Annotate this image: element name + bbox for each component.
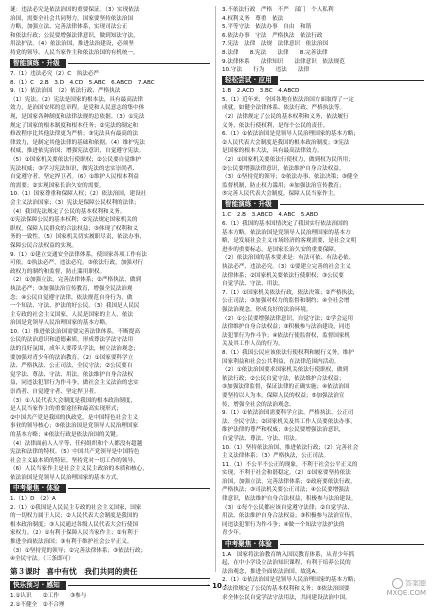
text-line: 1.C 2.B 3.ABCD 4.ABC 5.ABD bbox=[222, 212, 319, 219]
text-line: 觉学法、尊法、守法、用法，依法维护自身合法权 bbox=[10, 371, 134, 378]
text-line: 公民的法治意识和道德素质，形成尊法学法守法用 bbox=[10, 337, 134, 344]
text-line: （2）依法治国的基本要求是：有法可依、有法必依、 bbox=[222, 255, 355, 262]
text-line: 1.（1）D （2）A bbox=[10, 496, 56, 503]
text-line: 可依。②执法必严，违法必究。③依法行政，加强对行 bbox=[10, 260, 144, 267]
lesson-heading bbox=[10, 566, 210, 579]
text-line: 11.（1）不公平不公正的现象，不利于社会公平正义的 bbox=[222, 461, 358, 468]
text-line: ⑤完善人民代表大会制度，保障人民当家作主。 bbox=[222, 191, 339, 198]
text-line: 权威，推进依宪治国；增强宪法意识，自觉遵守宪法。 bbox=[10, 148, 145, 155]
right-section1-body bbox=[222, 87, 424, 198]
text-line: 关及其工作人员的行为。 bbox=[222, 341, 284, 348]
text-line: 3.不依法行政 严格 不严 部门 个人私利 bbox=[222, 7, 334, 13]
text-line: 是国家的根本大法，具有最高法律效力。 bbox=[222, 148, 323, 155]
text-line: （3）①坚持党的领导；②依法办事、依法决策；③健全 bbox=[222, 174, 359, 181]
text-line: 公正司法；③加强对权力的监督和制约；④全社会增 bbox=[222, 298, 350, 305]
text-line: 9.法律体系 法律知识 法律意识 依法规范 bbox=[222, 58, 345, 65]
text-line: 法的良好氛围，成年人要带头学法，树立法治观念； bbox=[10, 346, 139, 353]
text-line: （2）法律规定了公民的基本权利和义务，依法履行 bbox=[222, 114, 349, 121]
text-line: 主专政的社会主义国家，人民是国家的主人，依法 bbox=[10, 311, 134, 318]
text-line: 强法治观念，形成良好的法治环境。 bbox=[222, 307, 312, 313]
left-section1-body bbox=[10, 96, 210, 250]
text-line: 法、严格执法、公正司法、全民守法；②公民要自 bbox=[10, 363, 133, 370]
text-line: ①宪法保障公民的基本权利；②宪法规定国家机关的 bbox=[10, 217, 138, 224]
text-line: （2）①加强立法，完善法律体系；②严格执法，做到 bbox=[10, 277, 142, 284]
text-line: 要坚持以人为本，保障人民的权益；⑤加强法治宣 bbox=[222, 392, 345, 399]
text-line: （6）人民当家作主是社会主义民主政治的本质和核心， bbox=[10, 466, 148, 473]
text-line: 自觉学法、尊法、守法、用法。 bbox=[222, 435, 301, 442]
text-line: 8.（1）我国公民应该依法行使权利和履行义务，维护 bbox=[222, 349, 354, 356]
text-line: 谜：违法必究是依法治国的重要保证。（3）实现依法 bbox=[10, 7, 140, 13]
text-line: 崇尚者、自觉遵守者、坚定捍卫者。 bbox=[10, 389, 100, 396]
text-line: 事业的领导核心；③依法治国是党领导人民治理国家 bbox=[10, 423, 139, 430]
section-title: 中考聚焦 · 体验 bbox=[10, 484, 66, 493]
text-line: 一个知法、守法、护法的好公民。（3）我国是人民民 bbox=[10, 303, 140, 310]
text-line: 6.（1）①依法治国是党领导人民治理国家的基本方略； bbox=[222, 131, 359, 138]
text-line: 6.依法办事 守法 严格执法 依法行政 bbox=[222, 32, 323, 39]
text-line: 修改程序比其他法律更为严格；③宪法具有最高的法 bbox=[10, 131, 139, 138]
text-line: （3）①每个公民都应该自觉遵守法律；②自觉学法、 bbox=[222, 504, 354, 511]
text-line: 6.（1）我国的基本国情决定了我国实行依法治国的 bbox=[222, 221, 349, 228]
text-line: 政权力的制约和监督，防止滥用职权。 bbox=[10, 268, 106, 275]
text-line: 根本政治制度；③人民通过各级人民代表大会行使国 bbox=[10, 521, 139, 528]
text-line: （2）①公民要增强法律意识，自觉守法；②学会运用 bbox=[222, 315, 354, 322]
text-line: 法律维护自身合法权益；③积极参与法治建设，同违 bbox=[222, 324, 351, 331]
watermark-logo-icon bbox=[392, 578, 403, 589]
text-line: 的需要；②实现国家长治久安的需要。 bbox=[10, 182, 105, 189]
text-line: （5）①国家机关要依法行使职权；②公民要自觉维护 bbox=[10, 157, 142, 163]
text-line: （4）法律面前人人平等，任何组织和个人都没有超越 bbox=[10, 440, 143, 447]
text-line: 律效力，是制定其他法律的基础和依据。（4）维护宪法 bbox=[10, 139, 146, 146]
text-line: 务的一致性。（5）国家机关切实履职尽责，依法办事， bbox=[10, 234, 146, 241]
text-line: 依法行政；②公民自觉守法，依法维护合法权益； bbox=[222, 375, 345, 382]
text-line: 治国，加强立法，完善法律体系；②政府要依法行政， bbox=[222, 478, 356, 485]
text-line: 1.A 国家将法治教育纳入国民教育体系，从青少年抓 bbox=[222, 551, 355, 558]
text-line: 现，是国家各种制度和法律法规的总依据。（3）①宪法 bbox=[10, 114, 145, 121]
section-rule bbox=[280, 204, 424, 205]
text-line: 起，在中小学设立法治知识课程，有利于培养公民的 bbox=[222, 560, 351, 567]
text-line: 维护法律的尊严和权威；③公民要增强法治意识， bbox=[222, 427, 345, 434]
section-header-exam bbox=[10, 484, 210, 493]
text-line: 效力，是治国安邦的总章程，是党和人民意志的集中体 bbox=[10, 105, 145, 112]
text-line: 法、全民守法；②国家机关及其工作人员要依法办事， bbox=[222, 418, 356, 425]
text-line: 监督机制，防止权力滥用；④加强法治宣传教育； bbox=[222, 182, 345, 189]
text-line: ②公民要增强法律意识，依法维护自身合法权益。 bbox=[222, 165, 345, 172]
section-rule bbox=[68, 63, 210, 64]
text-line: 规定了国家的根本制度和根本任务；②宪法的制定和 bbox=[10, 122, 139, 129]
text-line: 宪法和法律的特权。（5）中国共产党领导是中国特色 bbox=[10, 449, 140, 456]
text-line: （3）①坚持党的领导；②完善法律体系；③依法行政； bbox=[10, 547, 147, 554]
text-line: 求全体公民自觉学法守法用法，共同建设法治中国。 bbox=[222, 594, 351, 601]
text-line: 会主义法治国家；（3）宪法是保障公民权利的法律； bbox=[10, 199, 140, 206]
text-line: 和依法行政；公民要增强法律意识，做到知法守法， bbox=[10, 32, 139, 39]
section-title: 智能演练 · 升级 bbox=[10, 59, 66, 68]
text-line: 义务，依法行使权利，是每个公民的责任。 bbox=[222, 122, 329, 129]
right-section2-body bbox=[222, 229, 424, 538]
text-line: 同违法犯罪行为作斗争；④做一个知法守法护法的 bbox=[222, 521, 345, 528]
text-line: ③加强法律监督，保证法律的正确实施；④依法治国 bbox=[222, 384, 350, 391]
text-line: 5.（1）近年来，全国各地在依法治国方面取得了一定 bbox=[222, 96, 354, 103]
text-line: 律意识，依法维护自身合法权益，积极参与法治建设。 bbox=[222, 496, 357, 503]
text-line: 益，同违法犯罪行为作斗争，做社会主义法治的忠实 bbox=[10, 380, 139, 387]
text-line: 保障公民合法权益的实现。 bbox=[10, 242, 78, 249]
text-line: 青少年。 bbox=[222, 530, 245, 537]
text-line: 法律体系；②国家机关要依法行使职权；③公民要 bbox=[222, 272, 344, 279]
text-line: 职权，保障人民群众的合法权益；③体现了权利和义 bbox=[10, 225, 139, 232]
text-line: 严格执法；③司法机关要公正司法；④公民要增强法 bbox=[222, 487, 350, 494]
section-rule bbox=[280, 80, 424, 81]
section-title: 中考聚焦 · 体验 bbox=[222, 540, 278, 549]
text-line: 的一切权力属于人民；②人民代表大会制度是我国的 bbox=[10, 513, 139, 520]
text-line: 用法护法。（4）依法治国，推进法治建设，必须坚 bbox=[10, 41, 134, 48]
text-line: 2.①不健全 ②不合理 bbox=[10, 601, 65, 608]
section-title: 轻松尝试 · 应用 bbox=[222, 76, 278, 85]
left-q9-body bbox=[10, 251, 210, 483]
text-line: 方略，加强立法、完善法律体系，实现司法公正 bbox=[10, 24, 128, 31]
text-line: 10.（1）国家尊重和保障人权；（2）依法治国，建设社 bbox=[10, 191, 147, 198]
text-line: 10.（1）坚持依法治国，推进依法行政；（2）完善社会 bbox=[222, 444, 359, 451]
text-line: （2）①依法治国要求国家机关依法行使职权，做到 bbox=[222, 367, 349, 374]
left-intro bbox=[10, 6, 210, 57]
text-line: ②中国共产党是我国的执政党，是中国特色社会主义 bbox=[10, 414, 139, 421]
text-line: 自觉学法、守法、用法。 bbox=[222, 281, 284, 288]
text-line: 依法治国是党领导人民治理国家的基本方式。 bbox=[10, 474, 122, 481]
text-line: 社会主义最本质的特征，坚持党对一切工作的领导。 bbox=[10, 457, 139, 464]
text-line: 要加强对青少年的法治教育。（2）①国家要科学立 bbox=[10, 354, 134, 361]
text-line: 持党的领导、人民当家作主和依法治国的有机统一。 bbox=[10, 49, 139, 56]
text-line: ④全民守法。（三条即可） bbox=[10, 556, 74, 563]
text-line: 念；④公民自觉遵守法律，依法规范自身行为，做 bbox=[10, 294, 133, 301]
text-line: （4）我国宪法规定了公民的基本权利和义务。 bbox=[10, 208, 126, 215]
text-line: 家权力。（2）①有利于保障人民当家作主；②有利于 bbox=[10, 530, 139, 537]
text-line: 进步的重要标志，是国家长治久安的重要保障。 bbox=[222, 246, 340, 253]
text-line: 7.（1）①国家机关依法行政，依法决策；②严格执法， bbox=[222, 289, 359, 296]
left-column bbox=[10, 6, 210, 608]
right-section2-answers bbox=[222, 211, 424, 228]
section-rule bbox=[68, 488, 210, 489]
section-header-practice bbox=[222, 200, 424, 209]
text-line: 用法，依法维护自身合法权益；③积极参与法治宣传， bbox=[222, 513, 356, 520]
watermark-text: 答案圈 bbox=[405, 579, 426, 588]
text-line: 成就，如健全法律体系、依法行政、严格执法等。 bbox=[222, 105, 346, 112]
text-line: （1）宪法。（2）宪法是国家的根本法，具有最高法律 bbox=[10, 96, 143, 103]
text-line: 国家利益和社会公共利益，在法律范围内活动。 bbox=[222, 358, 340, 365]
text-line: 4.权利义务 尊重 依法 bbox=[222, 15, 284, 22]
text-line: 的基本方略；④依法行政是依法治国的关键。 bbox=[10, 432, 122, 438]
text-line: 9.（1）依法治国 （2）依法行政、严格执法 bbox=[10, 88, 121, 95]
text-line: 7.（1）违法必究（2）C 执法必严 bbox=[10, 71, 100, 78]
text-line: 推进全面依法治国；③有利于维护社会公平正义。 bbox=[10, 539, 133, 546]
watermark-url: MXQE.COM bbox=[386, 589, 426, 597]
text-line: 法犯罪行为作斗争；④依法行使监督权，监督国家机 bbox=[222, 332, 351, 339]
text-line: 实现，不利于社会和谐稳定。（2）①国家要坚持依法 bbox=[222, 470, 351, 477]
text-line: 7.宪法 法律 法规 法律意识 依法治国 bbox=[222, 41, 329, 48]
page-number: · 10 · bbox=[207, 582, 227, 590]
text-line: （2）①国家机关要依法行使权力，做到权为民所用； bbox=[222, 157, 354, 163]
text-line: 8.（1）C 2.B 3.D 4.CD 5.ABC 6.ABCD 7.ABC bbox=[10, 79, 155, 86]
text-line: 基本方略。依法治国是党领导人民治理国家的基本方 bbox=[222, 229, 351, 236]
section-title: 快乐预习 · 感知 bbox=[10, 581, 66, 590]
text-line: 10.守法 行为 违法 法律 bbox=[222, 67, 310, 74]
text-line: 是人民当家作主的重要途径和最高实现形式； bbox=[10, 406, 122, 413]
section-header-try bbox=[222, 76, 424, 85]
text-line: 传，增强全社会的法治观念。 bbox=[222, 401, 295, 408]
section-title: 智能演练 · 升级 bbox=[222, 200, 278, 209]
text-line: ②法律规定了公民的基本权利和义务；③依法治国要 bbox=[222, 585, 350, 592]
text-line: 9.（1）①建立交通安全法律体系，使国家各项工作有法 bbox=[10, 251, 147, 258]
right-top bbox=[222, 6, 424, 74]
text-line: 自觉遵守者、坚定捍卫者。（6）①维护人民根本利益 bbox=[10, 174, 139, 181]
text-line: 1.B 2.ACD 3.BC 4.ABCD bbox=[222, 88, 300, 95]
left-section2-body bbox=[10, 495, 210, 563]
text-line: ②人民代表大会制度是我国的根本政治制度；③宪法 bbox=[222, 139, 350, 146]
text-line: 9.（1）①依法治国需要科学立法、严格执法、公正司 bbox=[222, 410, 354, 417]
lesson-number: 第３课时 bbox=[10, 567, 41, 577]
text-line: 2.（1）①依法治国是党领导人民治理国家的基本方略； bbox=[222, 577, 359, 584]
text-line: 宪法权威；③学习宪法知识，做宪法的忠实崇尚者、 bbox=[10, 165, 139, 172]
text-line: （3）①人民代表大会制度是我国的根本政治制度， bbox=[10, 397, 137, 404]
text-line: 5.平等守法 依法办事 自由 和谐 bbox=[222, 24, 312, 31]
section-header-exam bbox=[222, 540, 424, 549]
text-line: 执法必严、违法必究。（3）①要建立完善的社会主义 bbox=[222, 264, 351, 271]
column-divider bbox=[215, 6, 216, 572]
section-rule bbox=[280, 544, 424, 545]
text-line: 主义法律体系；（3）严格执法，公正司法。 bbox=[222, 453, 330, 460]
text-line: 2.（1）①我国是人民民主专政的社会主义国家，国家 bbox=[10, 504, 142, 511]
text-line: 8.法律 8.宪法 法律 8.完善法律 bbox=[222, 49, 328, 56]
text-line: 法治观念，推进全面依法治国。故选A。 bbox=[222, 568, 321, 575]
left-section1-answers bbox=[10, 70, 210, 95]
section-header-practice bbox=[10, 59, 210, 68]
watermark bbox=[387, 578, 426, 597]
text-line: 治国是党领导人民治理国家的基本方略。 bbox=[10, 320, 111, 327]
left-section3-body bbox=[10, 592, 210, 609]
text-line: 略，是发展社会主义市场经济的客观需要，是社会文明 bbox=[222, 238, 357, 245]
text-line: 治国，需要全社会共同努力。国家要坚持依法治国 bbox=[10, 15, 134, 22]
lesson-title: 喜中有忧 我们共同的责任 bbox=[46, 567, 138, 577]
text-line: 1.①认识 ②工作 ③参与 bbox=[10, 593, 87, 600]
text-line: 10.（1）推进依法治国需要完善法律体系，不断提高 bbox=[10, 328, 140, 335]
text-line: 执法必严；③加强法治宣传教育，增强全民法治观 bbox=[10, 285, 133, 292]
